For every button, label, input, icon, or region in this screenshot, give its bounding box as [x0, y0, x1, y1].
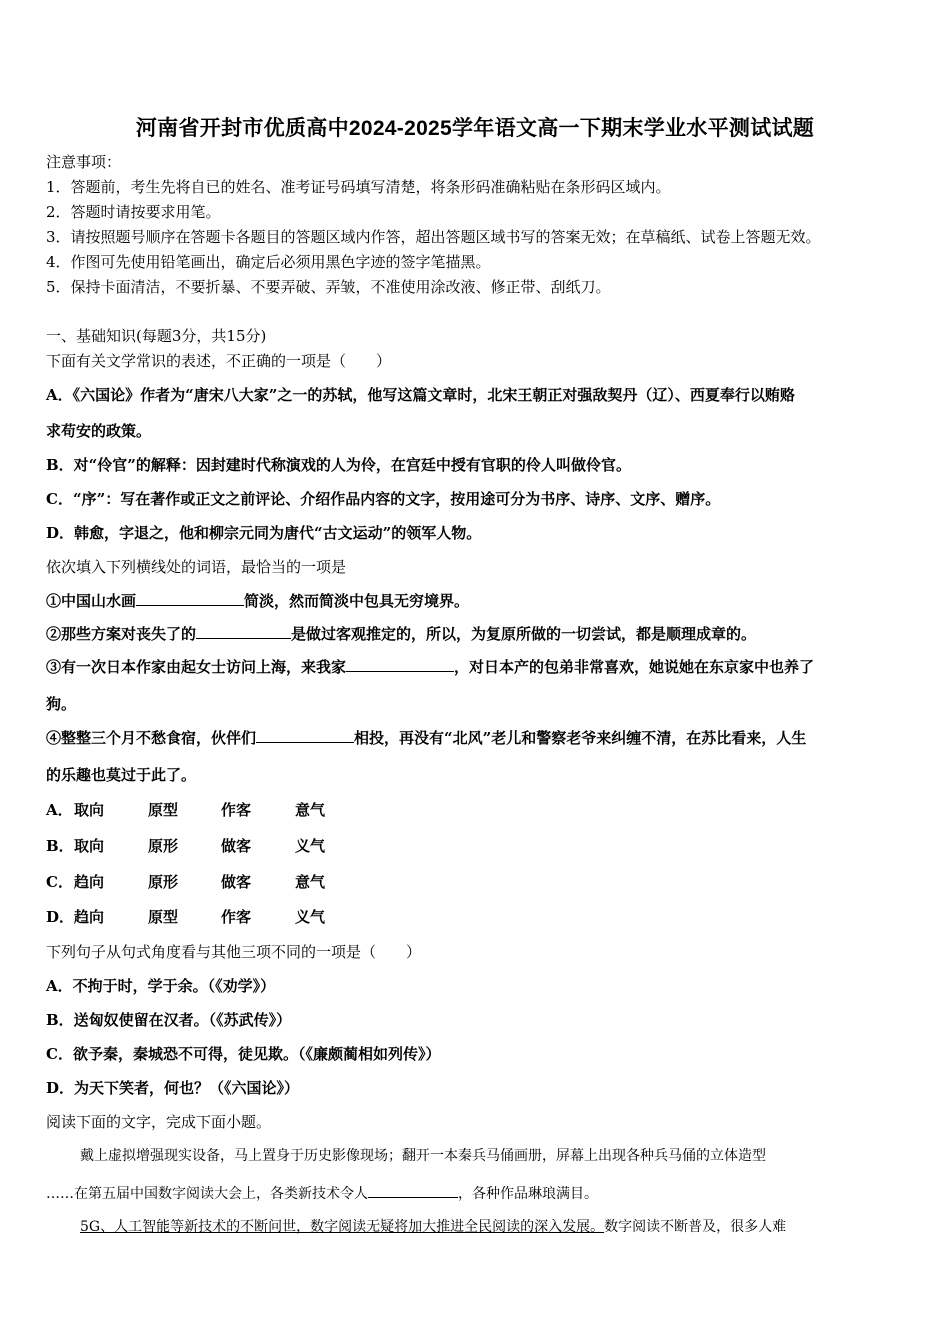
option-word: 原型 — [148, 801, 179, 819]
question-1-option-b: B．对“伶官”的解释：因封建时代称演戏的人为伶，在宫廷中授有官职的伶人叫做伶官。 — [46, 456, 631, 474]
passage-paragraph — [80, 1217, 910, 1237]
question-2-sentence-4 — [46, 728, 910, 748]
passage-text: 数字阅读不断普及，很多人难 — [604, 1219, 787, 1235]
question-1-option-a: A．《六国论》作者为“唐宋八大家”之一的苏轼，他写这篇文章时，北宋王朝正对强敌契丹（辽）、西夏奉行以贿赂 — [46, 386, 795, 404]
fill-blank — [346, 657, 454, 672]
question-1-stem: 下面有关文学常识的表述，不正确的一项是（ ） — [46, 352, 392, 370]
option-word: 做客 — [221, 837, 252, 855]
option-word: 趋向 — [74, 908, 105, 926]
question-1-option-c: C．“序”：写在著作或正文之前评论、介绍作品内容的文字，按用途可分为书序、诗序、文序、赠序。 — [46, 490, 721, 508]
page-title: 河南省开封市优质高中2024-2025学年语文高一下期末学业水平测试试题 — [135, 117, 815, 140]
question-3-option-a: A．不拘于时，学于余。（《劝学》） — [46, 977, 276, 995]
notice-item: 2．答题时请按要求用笔。 — [46, 203, 221, 221]
option-word: 取向 — [74, 837, 105, 855]
passage-text: ……在第五届中国数字阅读大会上，各类新技术令人 — [46, 1186, 368, 1202]
option-label: C． — [46, 873, 73, 891]
question-2-sentence-3-continued: 狗。 — [46, 695, 77, 713]
notice-item: 5．保持卡面清洁，不要折暴、不要弄破、弄皱，不准使用涂改液、修正带、刮纸刀。 — [46, 278, 611, 296]
option-label: D． — [46, 908, 75, 926]
notice-heading: 注意事项： — [46, 153, 122, 171]
question-2-sentence-4-continued: 的乐趣也莫过于此了。 — [46, 766, 197, 784]
passage-paragraph: 戴上虚拟增强现实设备，马上置身于历史影像现场；翻开一本秦兵马俑画册，屏幕上出现各种兵马俑的立体造型 — [80, 1148, 766, 1164]
passage-paragraph-continued — [46, 1183, 910, 1204]
option-word: 原形 — [148, 873, 179, 891]
question-3-option-d: D．为天下笑者，何也？（《六国论》） — [46, 1079, 300, 1097]
question-3-stem: 下列句子从句式角度看与其他三项不同的一项是（ ） — [46, 943, 422, 961]
option-label: B． — [46, 837, 74, 855]
fill-blank — [136, 591, 244, 606]
option-word: 作客 — [221, 801, 252, 819]
question-2-sentence-3 — [46, 657, 910, 677]
question-3-option-b: B．送匈奴使留在汉者。（《苏武传》） — [46, 1011, 292, 1029]
fill-blank — [256, 728, 354, 743]
question-2-stem: 依次填入下列横线处的词语，最恰当的一项是 — [46, 558, 347, 576]
sentence-text: 是做过客观推定的，所以，为复原所做的一切尝试，都是顺理成章的。 — [291, 625, 757, 643]
sentence-text: ①中国山水画 — [46, 592, 137, 610]
option-word: 作客 — [221, 908, 252, 926]
notice-item: 3．请按照题号顺序在答题卡各题目的答题区域内作答，超出答题区域书写的答案无效；在草稿纸、试卷上答题无效。 — [46, 228, 821, 246]
option-word: 取向 — [74, 801, 105, 819]
option-word: 原形 — [148, 837, 179, 855]
option-word: 做客 — [221, 873, 252, 891]
option-word: 原型 — [148, 908, 179, 926]
sentence-text: ，对日本产的包弟非常喜欢，她说她在东京家中也养了 — [454, 658, 815, 676]
option-word: 义气 — [295, 837, 326, 855]
sentence-text: ②那些方案对丧失了的 — [46, 625, 197, 643]
question-2-sentence-2 — [46, 624, 910, 644]
question-3-option-c: C．欲予秦，秦城恐不可得，徒见欺。（《廉颇蔺相如列传》） — [46, 1045, 441, 1063]
notice-item: 1．答题前，考生先将自已的姓名、准考证号码填写清楚，将条形码准确粘贴在条形码区域内。 — [46, 178, 671, 196]
sentence-text: 相投，再没有“北风”老儿和警察老爷来纠缠不清，在苏比看来，人生 — [354, 729, 807, 747]
question-1-option-d: D．韩愈，字退之，他和柳宗元同为唐代“古文运动”的领军人物。 — [46, 524, 482, 542]
question-1-option-a-continued: 求苟安的政策。 — [46, 422, 152, 440]
fill-blank — [196, 624, 291, 639]
sentence-text: 简淡，然而简淡中包具无穷境界。 — [244, 592, 470, 610]
option-word: 义气 — [295, 908, 326, 926]
notice-item: 4．作图可先使用铅笔画出，确定后必须用黑色字迹的签字笔描黑。 — [46, 253, 491, 271]
question-2-sentence-1 — [46, 591, 910, 611]
option-word: 意气 — [295, 873, 326, 891]
option-word: 意气 — [295, 801, 326, 819]
option-label: A． — [46, 801, 73, 819]
option-word: 趋向 — [74, 873, 105, 891]
passage-text: ，各种作品琳琅满目。 — [458, 1186, 598, 1202]
reading-instruction: 阅读下面的文字，完成下面小题。 — [46, 1113, 272, 1131]
sentence-text: ④整整三个月不愁食宿，伙伴们 — [46, 729, 257, 747]
fill-blank — [368, 1183, 458, 1198]
sentence-text: ③有一次日本作家由起女士访问上海，来我家 — [46, 658, 347, 676]
section-heading: 一、基础知识(每题3分，共15分) — [46, 327, 267, 345]
underlined-sentence: 5G、人工智能等新技术的不断问世，数字阅读无疑将加大推进全民阅读的深入发展。 — [80, 1219, 605, 1235]
